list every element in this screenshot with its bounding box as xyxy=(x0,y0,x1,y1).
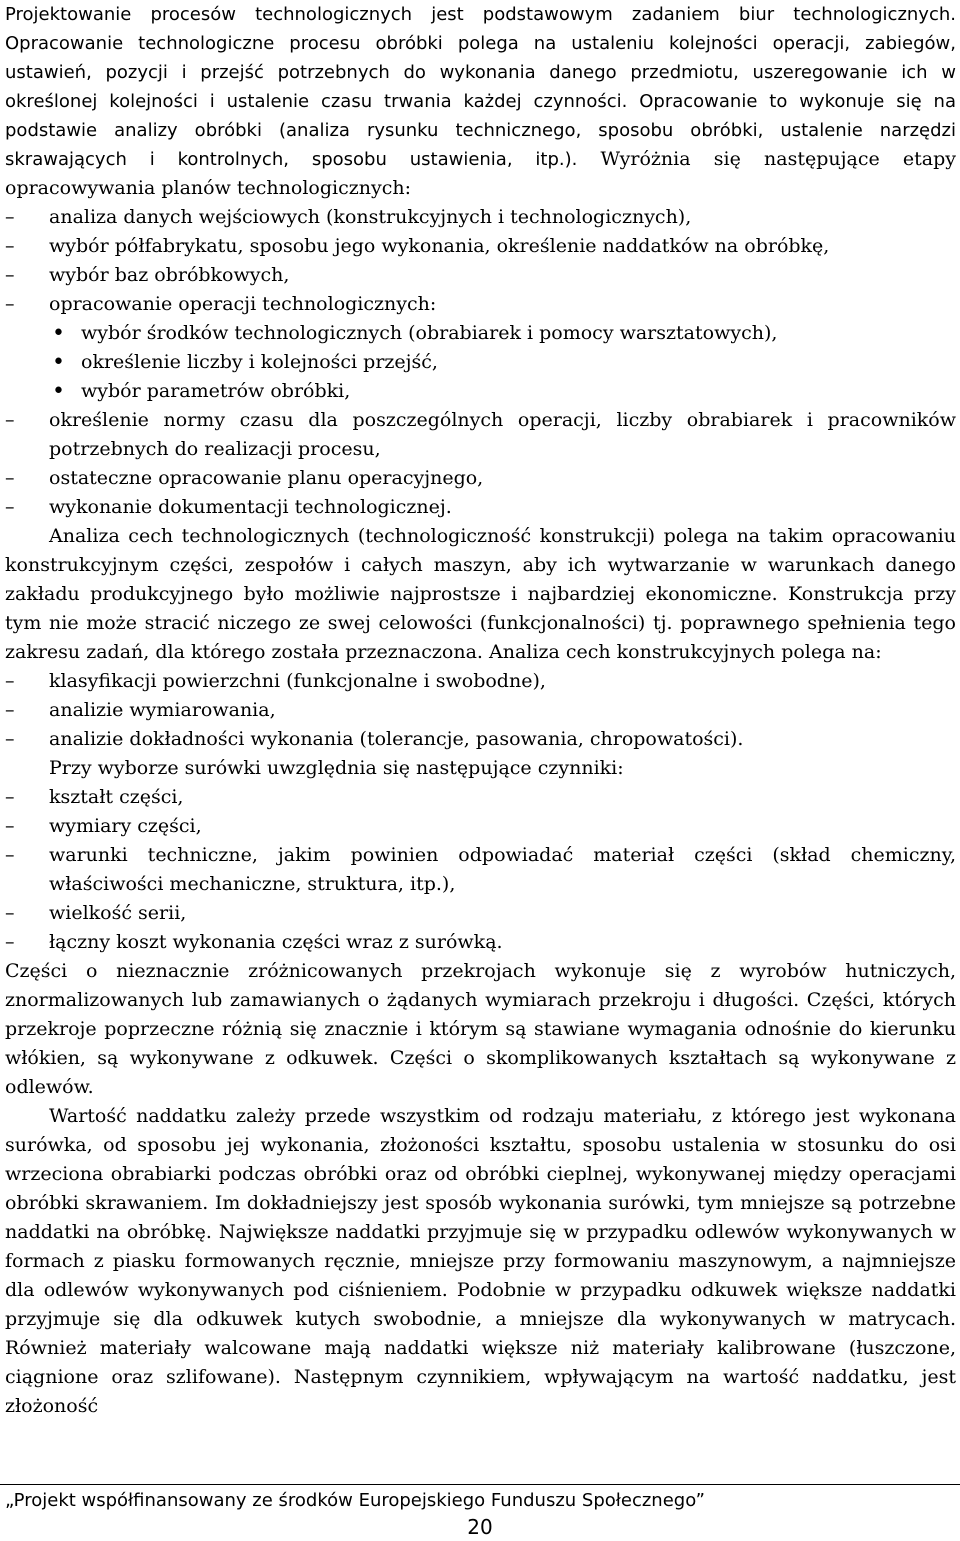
list-item: – opracowanie operacji technologicznych: xyxy=(5,290,956,319)
list-item: – wielkość serii, xyxy=(5,899,956,928)
list-item: • wybór parametrów obróbki, xyxy=(5,377,956,406)
analysis-paragraph: Analiza cech technologicznych (technologiczność konstrukcji) polega na takim opracowaniu konstrukcyjnym części, zespołów i całych maszyn, aby ich wytwarzanie w warunkach danego zakładu produkcyjnego było możliwie najprostsze i najbardziej ekonomiczne. Konstrukcja przy tym nie może stracić niczego ze swej celowości (funkcjonalności) tj. poprawnego spełnienia tego zakresu zadań, dla którego została przeznaczona. Analiza cech konstrukcyjnych polega na: xyxy=(5,525,956,663)
list-item: – klasyfikacji powierzchni (funkcjonalne i swobodne), xyxy=(5,667,956,696)
intro-paragraph xyxy=(5,0,956,203)
stages-list xyxy=(5,203,956,319)
footer-project-text: „Projekt współfinansowany ze środków Europejskiego Funduszu Społecznego” xyxy=(5,1490,705,1511)
list-item: – ostateczne opracowanie planu operacyjnego, xyxy=(5,464,956,493)
page-number: 20 xyxy=(467,1515,493,1539)
stages-list-continued xyxy=(5,406,956,522)
list-item: – kształt części, xyxy=(5,783,956,812)
list-item: – analiza danych wejściowych (konstrukcyjnych i technologicznych), xyxy=(5,203,956,232)
list-item: – wykonanie dokumentacji technologicznej. xyxy=(5,493,956,522)
footer-divider xyxy=(0,1484,960,1485)
list-item: – wymiary części, xyxy=(5,812,956,841)
intro-serif-text: Wyróżnia się następujące etapy opracowywania planów technologicznych: xyxy=(5,148,956,199)
analysis-list xyxy=(5,667,956,754)
list-item: – łączny koszt wykonania części wraz z surówką. xyxy=(5,928,956,957)
parts-paragraph: Części o nieznacznie zróżnicowanych przekrojach wykonuje się z wyrobów hutniczych, znormalizowanych lub zamawianych o żądanych wymiarach przekroju i długości. Części, których przekroje poprzeczne różnią się znacznie i którym są stawiane wymagania odnośnie do kierunku włókien, są wykonywane z odkuwek. Części o skomplikowanych kształtach są wykonywane z odlewów. xyxy=(5,960,956,1098)
raw-material-list xyxy=(5,783,956,957)
list-item: – wybór baz obróbkowych, xyxy=(5,261,956,290)
document-body xyxy=(5,0,956,1421)
operations-sublist xyxy=(5,319,956,406)
list-item: – określenie normy czasu dla poszczególnych operacji, liczby obrabiarek i pracowników potrzebnych do realizacji procesu, xyxy=(5,406,956,464)
list-item: – analizie dokładności wykonania (tolerancje, pasowania, chropowatości). xyxy=(5,725,956,754)
intro-sans-text: Projektowanie procesów technologicznych jest podstawowym zadaniem biur technologicznych. Opracowanie technologiczne procesu obróbki polega na ustaleniu kolejności operacji, zabiegów, ustawień, pozycji i przejść potrzebnych do wykonania danego przedmiotu, uszeregowanie ich w określonej kolejności i ustalenie czasu trwania każdej czynności. Opracowanie to wykonuje się na podstawie analizy obróbki (analiza rysunku technicznego, sposobu obróbki, ustalenie narzędzi skrawających i kontrolnych, sposobu ustawienia, itp.). xyxy=(5,4,956,170)
list-item: – analizie wymiarowania, xyxy=(5,696,956,725)
list-item: • wybór środków technologicznych (obrabiarek i pomocy warsztatowych), xyxy=(5,319,956,348)
list-item: – wybór półfabrykatu, sposobu jego wykonania, określenie naddatków na obróbkę, xyxy=(5,232,956,261)
list-item: – warunki techniczne, jakim powinien odpowiadać materiał części (skład chemiczny, właściwości mechaniczne, struktura, itp.), xyxy=(5,841,956,899)
raw-material-intro: Przy wyborze surówki uwzględnia się następujące czynniki: xyxy=(49,757,624,779)
allowance-paragraph: Wartość naddatku zależy przede wszystkim od rodzaju materiału, z którego jest wykonana surówka, od sposobu jej wykonania, złożoności kształtu, sposobu ustalenia w stosunku do osi wrzeciona obrabiarki podczas obróbki oraz od obróbki cieplnej, wykonywanej między operacjami obróbki skrawaniem. Im dokładniejszy jest sposób wykonania surówki, tym mniejsze są potrzebne naddatki na obróbkę. Największe naddatki przyjmuje się w przypadku odlewów wykonywanych w formach z piasku formowanych ręcznie, mniejsze przy formowaniu maszynowym, a najmniejsze dla odlewów wykonywanych pod ciśnieniem. Podobnie w przypadku odkuwek większe naddatki przyjmuje się dla odkuwek kutych swobodnie, a mniejsze dla wykonywanych w matrycach. Również materiały walcowane mają naddatki większe niż materiały kalibrowane (łuszczone, ciągnione oraz szlifowane). Następnym czynnikiem, wpływającym na wartość naddatku, jest złożoność xyxy=(5,1105,956,1417)
list-item: • określenie liczby i kolejności przejść, xyxy=(5,348,956,377)
